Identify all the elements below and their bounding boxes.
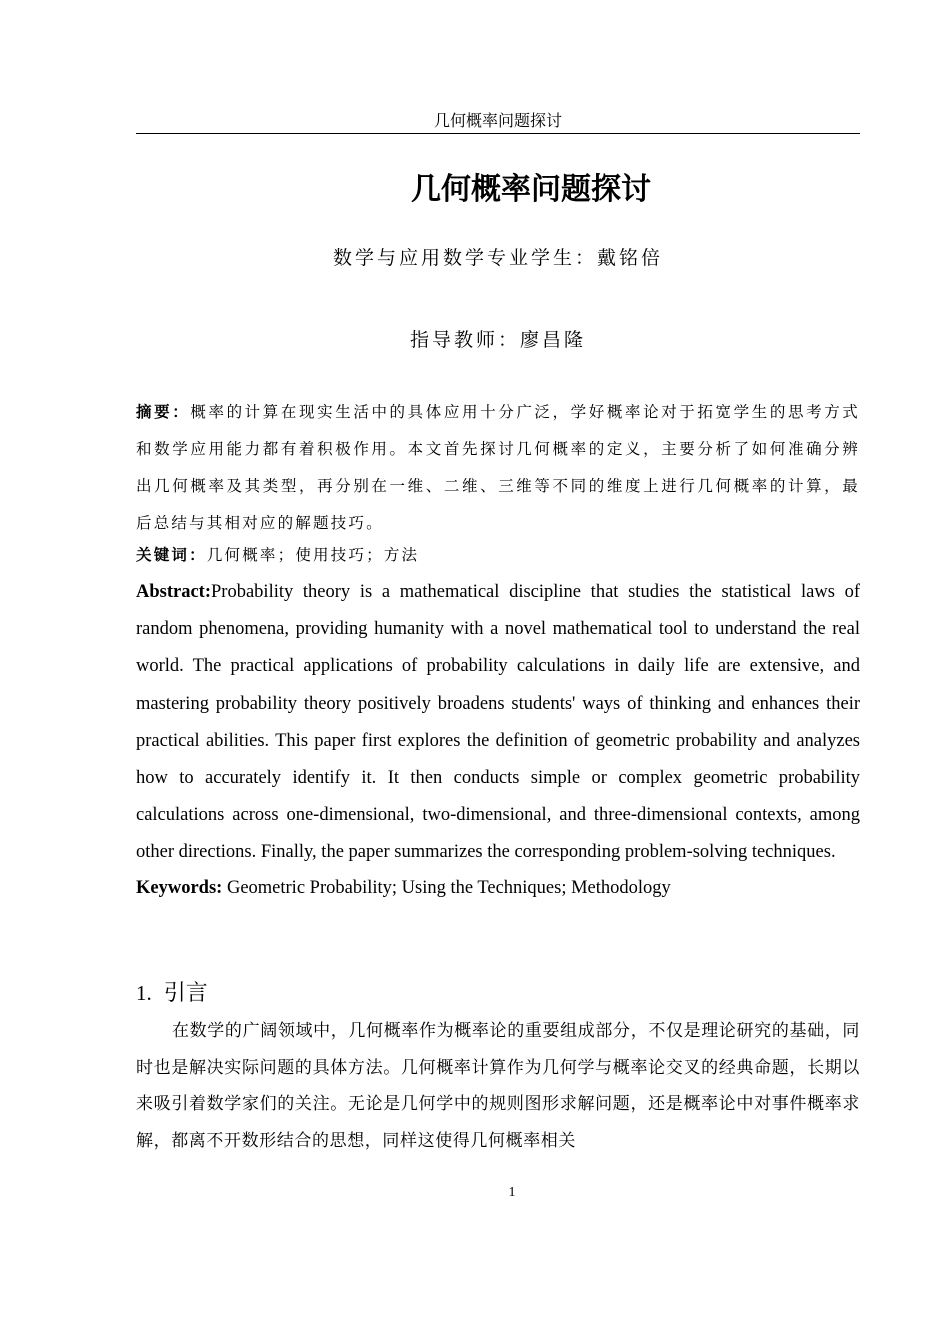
paper-title: 几何概率问题探讨 bbox=[411, 172, 651, 207]
section-body-paragraph: 在数学的广阔领域中，几何概率作为概率论的重要组成部分，不仅是理论研究的基础，同时也是解决实际问题的具体方法。几何概率计算作为几何学与概率论交叉的经典命题，长期以来吸引着数学家们的关注。无论是几何学中的规则图形求解问题，还是概率论中对事件概率求解，都离不开数形结合的思想，同样这使得几何概率相关 bbox=[136, 1021, 860, 1151]
section-number: 1. bbox=[136, 981, 152, 1005]
advisor-line: 指导教师：廖昌隆 bbox=[409, 329, 586, 351]
chinese-keywords-text: 几何概率；使用技巧；方法 bbox=[206, 546, 420, 564]
chinese-keywords-label: 关键词： bbox=[136, 545, 207, 564]
chinese-abstract-label: 摘要： bbox=[136, 402, 191, 421]
english-keywords bbox=[136, 872, 860, 904]
english-abstract bbox=[136, 574, 860, 872]
chinese-abstract bbox=[136, 393, 860, 542]
english-keywords-text: Geometric Probability; Using the Techniques; Methodology bbox=[222, 878, 671, 898]
author-line: 数学与应用数学专业学生：戴铭倍 bbox=[332, 247, 663, 269]
english-abstract-label: Abstract: bbox=[136, 582, 212, 602]
section-title: 引言 bbox=[163, 981, 208, 1006]
running-header: 几何概率问题探讨 bbox=[136, 110, 860, 134]
page-number: 1 bbox=[508, 1185, 516, 1200]
chinese-keywords bbox=[136, 540, 860, 570]
english-abstract-text: Probability theory is a mathematical discipline that studies the statistical laws of random phenomena, providing humanity with a novel mathematical tool to understand the real world. The practical applications of probability calculations in daily life are extensive, and mastering probability theory positively broadens students' ways of thinking and enhances their practical abilities. This paper first explores the definition of geometric probability and analyzes how to accurately identify it. It then conducts simple or complex geometric probability calculations across one-dimensional, two-dimensional, and three-dimensional contexts, among other directions. Finally, the paper summarizes the corresponding problem-solving techniques. bbox=[136, 582, 860, 863]
english-keywords-label: Keywords: bbox=[136, 878, 223, 898]
chinese-abstract-text: 概率的计算在现实生活中的具体应用十分广泛，学好概率论对于拓宽学生的思考方式和数学应用能力都有着积极作用。本文首先探讨几何概率的定义，主要分析了如何准确分辨出几何概率及其类型，再分别在一维、二维、三维等不同的维度上进行几何概率的计算，最后总结与其相对应的解题技巧。 bbox=[136, 403, 861, 532]
section-heading bbox=[136, 976, 208, 1011]
